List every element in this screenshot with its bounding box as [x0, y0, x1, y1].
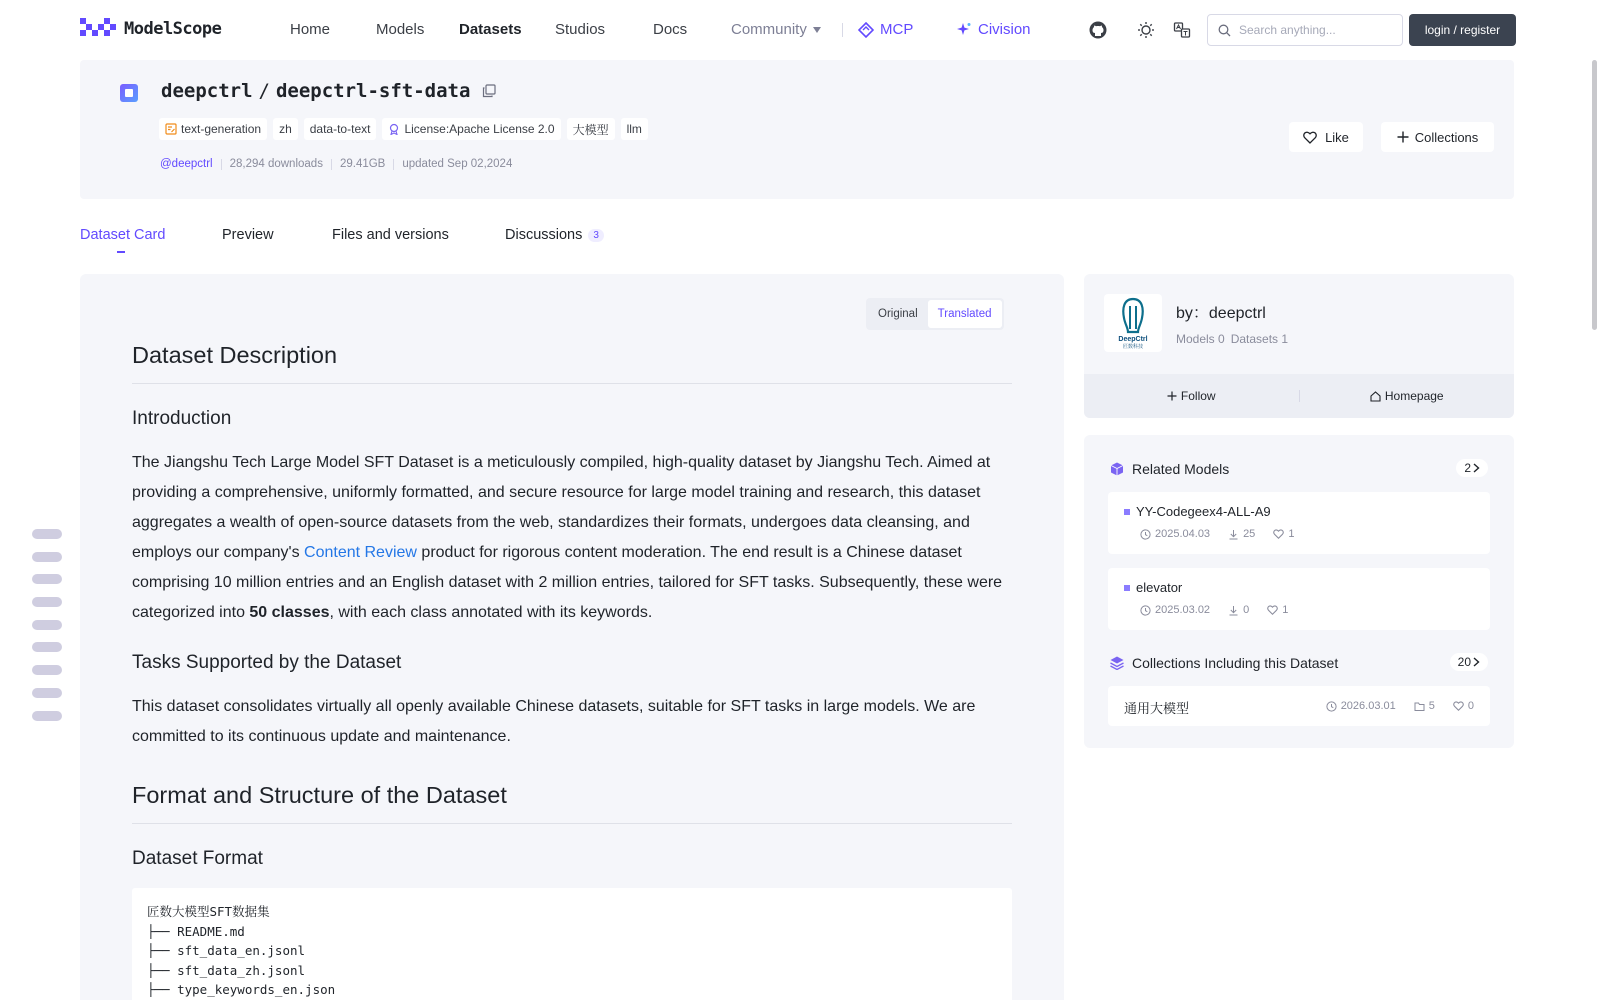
nav-mcp[interactable] [858, 21, 913, 38]
related-panel [1084, 435, 1514, 748]
intro-text: The Jiangshu Tech Large Model SFT Dataset is a meticulously compiled, high-quality dataset by Jiangshu Tech. Aimed at providing a comprehensive, uniformly formatted, and secure resource for large model training and research, this dataset aggregates a wealth of open-source datasets from the web, standardizes their formats, undergoes data cleansing, and employs our company's [132, 454, 991, 561]
owner-logo-subtext: 匠数科技 [1122, 344, 1144, 350]
heart-icon [1303, 131, 1317, 144]
owner-stats [1176, 332, 1288, 346]
dataset-banner [80, 60, 1514, 199]
related-models-count[interactable] [1456, 459, 1488, 477]
tag-label: License:Apache License 2.0 [404, 122, 555, 136]
owner-logo-text: DeepCtrl [1118, 336, 1148, 343]
follow-label: Follow [1180, 389, 1216, 403]
owner-card [1084, 274, 1514, 418]
toc-item[interactable] [32, 552, 62, 562]
owner-name-text: deepctrl [1208, 305, 1266, 322]
dataset-tags [159, 118, 648, 140]
collection-card[interactable] [1108, 686, 1490, 726]
dataset-title [161, 80, 496, 102]
like-label: Like [1325, 129, 1349, 145]
mcp-icon [858, 22, 874, 38]
toggle-translated[interactable]: Translated [928, 300, 1002, 328]
model-name [1124, 580, 1182, 595]
collections-header [1110, 655, 1338, 671]
follow-button[interactable] [1084, 389, 1299, 403]
model-downloads: 0 [1243, 604, 1250, 616]
collections-count[interactable] [1450, 653, 1488, 671]
chevron-down-icon [813, 27, 821, 33]
clock-icon [1140, 605, 1151, 616]
modelscope-logo-icon [80, 18, 118, 40]
model-name [1124, 504, 1271, 519]
dataset-name: deepctrl-sft-data [275, 80, 471, 102]
modelscope-logo[interactable] [80, 18, 221, 40]
related-models-header [1110, 461, 1229, 477]
dataset-icon [120, 84, 138, 102]
collections-label: Collections [1414, 129, 1479, 145]
tag-label: text-generation [181, 122, 262, 136]
toc-item[interactable] [32, 665, 62, 675]
code-line: 匠数大模型SFT数据集 [147, 904, 270, 919]
clock-icon [1326, 701, 1337, 712]
model-name-text: YY-Codegeex4-ALL-A9 [1136, 504, 1271, 519]
plus-icon [1167, 391, 1177, 401]
homepage-label: Homepage [1384, 389, 1444, 403]
related-model-card[interactable] [1108, 568, 1490, 630]
heading-format-and-structure: Format and Structure of the Dataset [132, 782, 1012, 824]
toc-item[interactable] [32, 529, 62, 539]
count-text: 2 [1464, 461, 1471, 475]
code-line: ├── sft_data_en.jsonl [147, 943, 306, 958]
sparkle-icon [956, 22, 972, 38]
owner-name[interactable] [1176, 300, 1266, 323]
nav-mcp-label: MCP [880, 21, 914, 38]
folder-icon [1414, 701, 1425, 712]
copy-icon[interactable] [482, 84, 496, 98]
model-downloads: 25 [1243, 528, 1256, 540]
heart-icon [1267, 605, 1278, 615]
language-icon[interactable] [1172, 20, 1192, 40]
model-likes: 1 [1282, 604, 1289, 616]
tasks-paragraph: This dataset consolidates virtually all openly available Chinese datasets, suitable for SFT tasks in large models. We are committed to its continuous update and maintenance. [132, 698, 976, 745]
code-line: ├── sft_data_zh.jsonl [147, 962, 306, 978]
search-input[interactable] [1239, 23, 1389, 37]
intro-text: product for rigorous content moderation. The end result is a Chinese dataset comprising 10 million entries and an English dataset with 2 million entries, tailored for SFT tasks. Subsequently, these were categorized into [132, 544, 1003, 621]
model-bullet-icon [1124, 509, 1130, 515]
dataset-size: 29.41GB [339, 158, 386, 170]
heading-tasks-supported: Tasks Supported by the Dataset [132, 652, 402, 673]
github-icon[interactable] [1088, 20, 1108, 40]
download-count: 28,294 downloads [229, 158, 323, 170]
owner-datasets-count[interactable]: Datasets 1 [1230, 332, 1289, 346]
model-name-text: elevator [1136, 580, 1183, 595]
code-line: ├── README.md [147, 923, 245, 939]
owner-avatar[interactable] [1104, 294, 1162, 352]
clock-icon [1140, 529, 1151, 540]
collection-name: 通用大模型 [1124, 701, 1190, 716]
nav-community-label: Community [731, 21, 807, 38]
toc-item[interactable] [32, 574, 62, 584]
heart-icon [1273, 529, 1284, 539]
chevron-right-icon [1473, 657, 1480, 667]
collection-date: 2026.03.01 [1340, 700, 1396, 712]
file-tree-code-block [132, 888, 1012, 1000]
related-models-title: Related Models [1132, 461, 1230, 477]
logo-text: ModelScope [124, 19, 222, 39]
model-meta [1140, 604, 1288, 616]
homepage-button[interactable] [1300, 389, 1515, 403]
active-tab-indicator [117, 251, 125, 253]
download-icon [1228, 605, 1239, 616]
model-likes: 1 [1288, 528, 1295, 540]
page-scrollbar[interactable] [1592, 60, 1597, 330]
nav-docs[interactable]: Docs [653, 21, 688, 38]
search-icon [1218, 24, 1231, 37]
nav-divider [842, 23, 843, 37]
nav-civision[interactable] [956, 21, 1031, 38]
heading-dataset-format: Dataset Format [132, 848, 263, 869]
collections-title: Collections Including this Dataset [1132, 655, 1339, 671]
language-toggle [866, 298, 1004, 330]
count-text: 20 [1457, 655, 1471, 669]
content-review-link[interactable]: Content Review [304, 544, 417, 561]
model-date: 2025.03.02 [1155, 604, 1211, 616]
nav-studios[interactable]: Studios [555, 21, 606, 38]
collection-item-count: 5 [1428, 700, 1435, 712]
intro-text: , with each class annotated with its keywords. [329, 604, 653, 621]
discussions-count-badge: 3 [588, 229, 604, 242]
collection-meta [1326, 700, 1474, 712]
download-icon [1228, 529, 1239, 540]
tab-files-and-versions[interactable]: Files and versions [332, 227, 449, 243]
toc-item[interactable] [32, 711, 62, 721]
tag-large-model[interactable]: 大模型 [567, 118, 615, 140]
updated-date: updated Sep 02,2024 [402, 158, 513, 170]
theme-toggle-icon[interactable] [1136, 20, 1156, 40]
heading-dataset-description: Dataset Description [132, 342, 1012, 384]
dataset-owner[interactable]: deepctrl [161, 80, 253, 102]
code-line: ├── type_keywords_en.json [147, 982, 336, 997]
tag-data-to-text[interactable]: data-to-text [304, 118, 377, 140]
intro-bold-text: 50 classes [249, 604, 330, 621]
toc-item[interactable] [32, 688, 62, 698]
meta-divider [221, 159, 222, 170]
collection-likes: 0 [1467, 700, 1474, 712]
title-separator: / [258, 80, 270, 102]
tag-zh[interactable]: zh [273, 118, 298, 140]
tab-preview[interactable]: Preview [222, 227, 274, 243]
tab-discussions-label: Discussions [505, 227, 583, 243]
nav-home[interactable]: Home [290, 21, 331, 38]
tab-dataset-card[interactable]: Dataset Card [80, 227, 166, 243]
nav-models[interactable]: Models [376, 21, 425, 38]
toc-item[interactable] [32, 620, 62, 630]
tag-llm[interactable]: llm [621, 118, 648, 140]
login-register-button[interactable]: login / register [1409, 14, 1516, 46]
dataset-card-panel [80, 274, 1064, 1000]
related-model-card[interactable] [1108, 492, 1490, 554]
toc-item[interactable] [32, 642, 62, 652]
layers-icon [1110, 656, 1124, 670]
nav-civision-label: Civision [978, 21, 1031, 38]
text-generation-icon [165, 123, 177, 135]
author-link[interactable]: @deepctrl [160, 158, 213, 170]
owner-models-count[interactable]: Models 0 [1176, 332, 1225, 346]
model-meta [1140, 528, 1294, 540]
nav-community[interactable] [731, 21, 821, 38]
owner-actions [1084, 374, 1514, 418]
home-icon [1370, 391, 1381, 402]
toc-item[interactable] [32, 597, 62, 607]
plus-icon [1397, 131, 1409, 143]
license-icon [388, 123, 400, 135]
model-date: 2025.04.03 [1155, 528, 1211, 540]
owner-prefix: by： [1176, 305, 1209, 322]
dataset-meta [160, 158, 512, 170]
tab-discussions[interactable] [505, 227, 604, 243]
nav-datasets[interactable]: Datasets [459, 21, 522, 38]
heart-icon [1453, 701, 1464, 711]
model-bullet-icon [1124, 585, 1130, 591]
tag-license[interactable] [382, 118, 560, 140]
chevron-right-icon [1473, 463, 1480, 473]
tag-text-generation[interactable] [159, 118, 267, 140]
heading-introduction: Introduction [132, 408, 232, 429]
meta-divider [393, 159, 394, 170]
introduction-paragraph [132, 448, 1012, 628]
top-navbar [0, 0, 1600, 60]
like-button[interactable] [1289, 122, 1363, 152]
toggle-original[interactable]: Original [878, 308, 918, 320]
search-box[interactable] [1207, 14, 1403, 46]
meta-divider [331, 159, 332, 170]
cube-icon [1110, 462, 1124, 476]
add-to-collections-button[interactable] [1381, 122, 1494, 152]
